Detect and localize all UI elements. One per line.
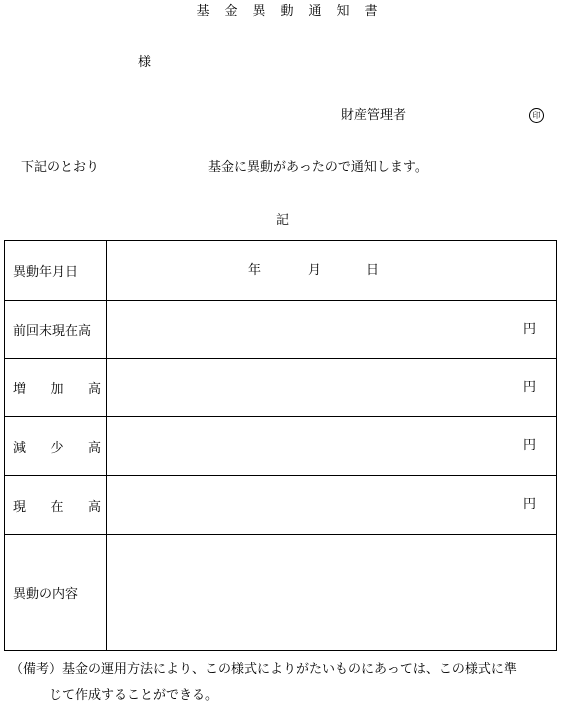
prev-balance-value-cell[interactable] — [107, 301, 557, 359]
manager-label: 財産管理者 — [341, 108, 407, 123]
increase-label-char: 増 — [13, 382, 27, 397]
current-label-char: 在 — [50, 499, 64, 515]
decrease-label — [13, 437, 101, 456]
table-row-current — [5, 476, 557, 535]
ki-heading: 記 — [276, 213, 290, 228]
remarks-line-1: （備考）基金の運用方法により、この様式によりがたいものにあっては、この様式に準 — [10, 662, 517, 677]
intro-text-left: 下記のとおり — [21, 160, 100, 175]
table-row-date — [5, 241, 557, 301]
increase-label-cell — [5, 359, 107, 417]
decrease-unit: 円 — [522, 438, 536, 453]
intro-text-right: 基金に異動があったので通知します。 — [208, 160, 428, 175]
current-label — [13, 496, 101, 515]
remarks-line-2: じて作成することができる。 — [49, 688, 219, 703]
current-label-char: 高 — [87, 499, 101, 515]
increase-label-char: 高 — [87, 382, 101, 397]
table-row-content — [5, 535, 557, 651]
table-row-decrease — [5, 417, 557, 476]
decrease-label-cell — [5, 417, 107, 476]
prev-balance-unit: 円 — [522, 321, 536, 337]
year-label: 年 — [248, 262, 262, 278]
current-value-cell[interactable] — [107, 476, 557, 535]
increase-unit: 円 — [522, 379, 536, 395]
table-row-prev-balance — [5, 301, 557, 359]
decrease-value-cell[interactable] — [107, 417, 557, 476]
current-unit: 円 — [522, 497, 536, 512]
page-title: 基金異動通知書 — [196, 4, 393, 19]
content-label: 異動の内容 — [13, 587, 79, 602]
date-label-cell — [5, 241, 107, 301]
seal-mark: 印 — [529, 108, 544, 123]
date-label: 異動年月日 — [13, 265, 79, 280]
decrease-label-char: 減 — [13, 440, 27, 456]
day-label: 日 — [366, 262, 380, 278]
date-value-cell[interactable] — [107, 241, 557, 301]
increase-label-char: 加 — [50, 382, 64, 397]
month-label: 月 — [308, 262, 322, 278]
notice-table — [4, 240, 557, 651]
decrease-label-char: 高 — [87, 440, 101, 456]
current-label-char: 現 — [13, 499, 27, 515]
table-row-increase — [5, 359, 557, 417]
current-label-cell — [5, 476, 107, 535]
decrease-label-char: 少 — [50, 440, 64, 456]
increase-label — [13, 378, 101, 397]
prev-balance-label: 前回末現在高 — [13, 324, 92, 339]
increase-value-cell[interactable] — [107, 359, 557, 417]
content-label-cell — [5, 535, 107, 651]
recipient-suffix: 様 — [138, 55, 152, 70]
prev-balance-label-cell — [5, 301, 107, 359]
content-value-cell[interactable] — [107, 535, 557, 651]
